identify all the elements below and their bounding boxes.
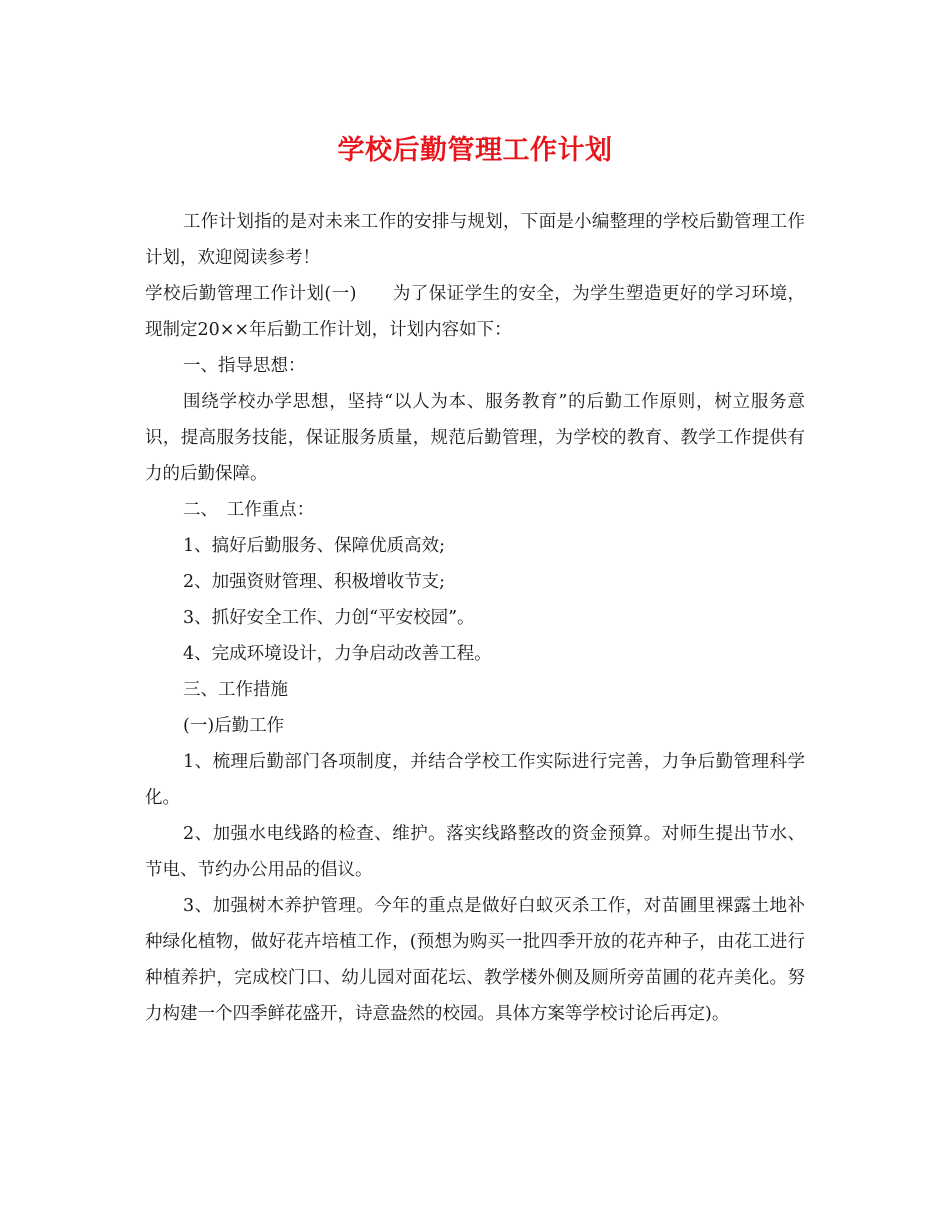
- key-point-item: 3、抓好安全工作、力创“平安校园”。: [183, 608, 475, 628]
- section-heading: 学校后勤管理工作计划(一): [145, 284, 357, 304]
- measure-item: 3、加强树木养护管理。今年的重点是做好白蚁灭杀工作，对苗圃里裸露土地补种绿化植物，做好花卉培植工作，(预想为购买一批四季开放的花卉种子，由花工进行种植养护，完成校门口、幼儿园对面花坛、教学楼外侧及厕所旁苗圃的花卉美化。努力构建一个四季鲜花盛开，诗意盎然的校园。具体方案等学校讨论后再定)。: [145, 896, 805, 1024]
- key-point-item: 1、搞好后勤服务、保障优质高效;: [183, 536, 446, 556]
- heading-key-points: 二、 工作重点：: [183, 500, 315, 520]
- sub-heading-logistics: (一)后勤工作: [183, 716, 285, 736]
- section-intro: 为了保证学生的安全，为学生塑造更好的学习环境，现制定20××年后勤工作计划，计划内容如下：: [145, 284, 806, 340]
- key-point-item: 4、完成环境设计，力争启动改善工程。: [183, 644, 492, 664]
- heading-measures: 三、工作措施: [183, 680, 288, 700]
- measure-item: 1、梳理后勤部门各项制度，并结合学校工作实际进行完善，力争后勤管理科学化。: [145, 752, 805, 808]
- intro-paragraph: 工作计划指的是对未来工作的安排与规划，下面是小编整理的学校后勤管理工作计划，欢迎阅读参考！: [145, 212, 805, 268]
- section-line: [145, 276, 805, 348]
- key-point-item: 2、加强资财管理、积极增收节支;: [183, 572, 446, 592]
- measure-item: 2、加强水电线路的检查、维护。落实线路整改的资金预算。对师生提出节水、节电、节约办公用品的倡议。: [145, 824, 805, 880]
- heading-guiding-thought: 一、指导思想：: [183, 356, 306, 376]
- document-title: 学校后勤管理工作计划: [337, 135, 613, 166]
- guiding-thought-paragraph: 围绕学校办学思想，坚持“以人为本、服务教育”的后勤工作原则，树立服务意识，提高服务技能，保证服务质量，规范后勤管理，为学校的教育、教学工作提供有力的后勤保障。: [145, 392, 805, 484]
- document-body: [145, 204, 805, 1032]
